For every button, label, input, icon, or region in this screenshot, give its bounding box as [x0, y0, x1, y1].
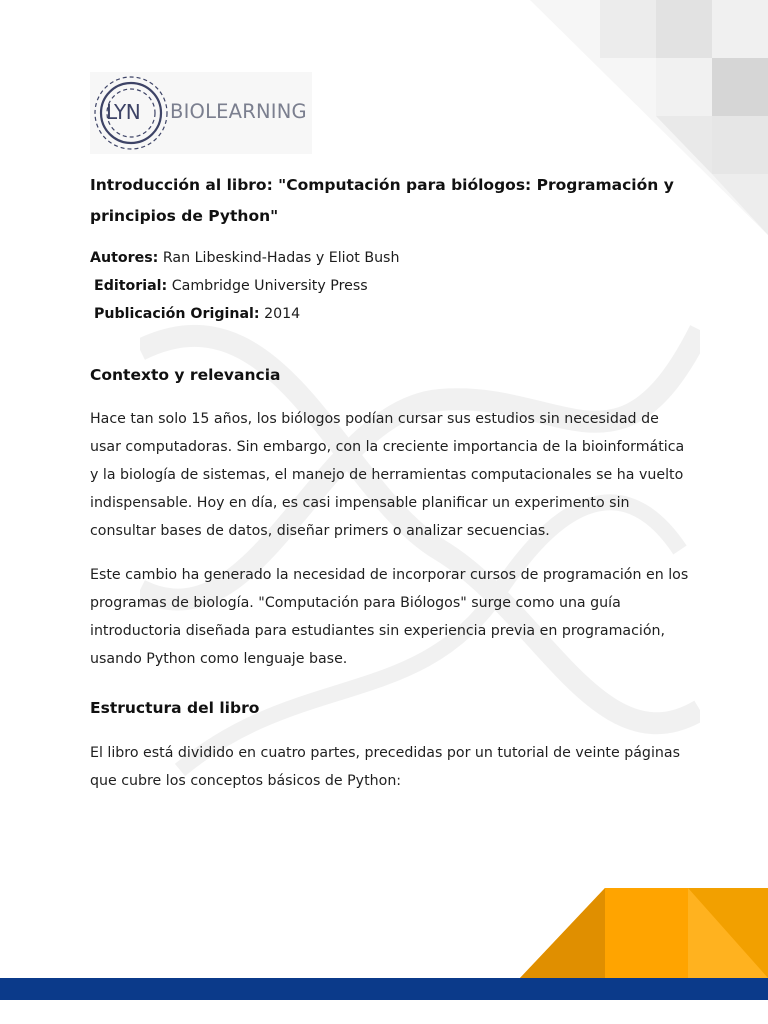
meta-authors-label: Autores: — [90, 250, 159, 266]
meta-publication-value: 2014 — [264, 306, 301, 322]
meta-original-publication — [90, 300, 690, 328]
paragraph-context-2: Este cambio ha generado la necesidad de incorporar cursos de programación en los programas de biología. "Computación para Biólogos" surge como una guía introductoria diseñada para estudiantes sin experiencia previa en programación, usando Python como lenguaje base. — [90, 567, 689, 667]
book-metadata — [90, 244, 690, 328]
meta-authors — [90, 244, 690, 272]
meta-publisher-label: Editorial: — [94, 278, 168, 294]
section-heading-context: Contexto y relevancia — [90, 366, 281, 384]
section-heading-structure: Estructura del libro — [90, 699, 260, 717]
document-body — [90, 170, 690, 795]
lyn-biolearning-logo — [90, 72, 312, 154]
logo-name-text: BIOLEARNING — [170, 100, 307, 123]
meta-publication-label: Publicación Original: — [94, 306, 260, 322]
logo-mark-text: LYN — [106, 100, 141, 124]
meta-authors-value: Ran Libeskind-Hadas y Eliot Bush — [162, 250, 400, 266]
meta-publisher — [90, 272, 690, 300]
paragraph-context-1: Hace tan solo 15 años, los biólogos podían cursar sus estudios sin necesidad de usar computadoras. Sin embargo, con la creciente importancia de la bioinformática y la biología de sistemas, el manejo de herramientas computacionales se ha vuelto indispensable. Hoy en día, es casi impensable planificar un experimento sin consultar bases de datos, diseñar primers o analizar secuencias. — [90, 411, 685, 539]
meta-publisher-value: Cambridge University Press — [171, 278, 368, 294]
decorative-footer-band — [0, 880, 768, 1024]
document-title: Introducción al libro: "Computación para biólogos: Programación y principios de Python" — [90, 176, 674, 225]
paragraph-structure-1: El libro está dividido en cuatro partes, precedidas por un tutorial de veinte páginas que cubre los conceptos básicos de Python: — [90, 745, 680, 789]
